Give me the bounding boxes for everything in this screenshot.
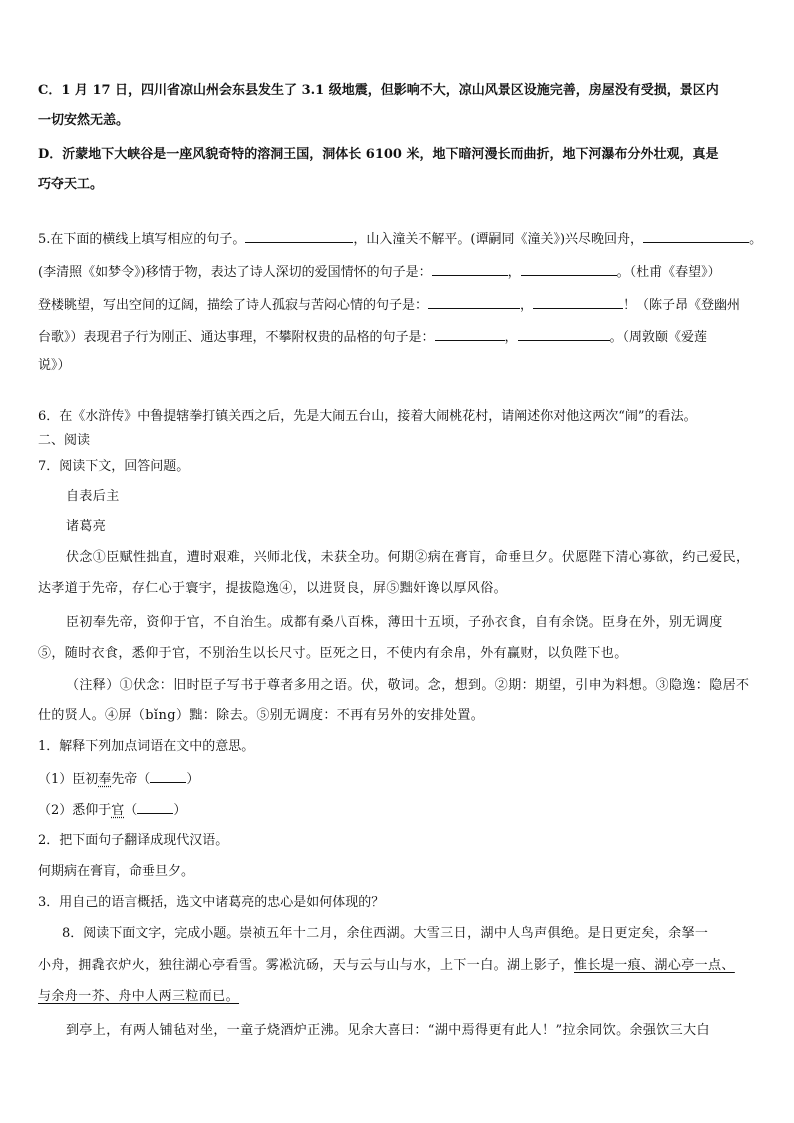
q8-line4: 到亭上，有两人铺毡对坐，一童子烧酒炉正沸。见余大喜曰：“湖中焉得更有此人！”拉余同饮。余强饮三大白: [66, 1023, 710, 1038]
q8-line1: [62, 925, 708, 943]
item-text: ）: [173, 803, 187, 818]
answer-blank[interactable]: [428, 295, 520, 309]
answer-blank[interactable]: [518, 327, 610, 341]
dotted-word: 奉: [98, 772, 112, 787]
item-text: 先帝（: [111, 772, 151, 787]
passage-paragraph2-line2: ⑤，随时衣食，悉仰于官，不别治生以长尺寸。臣死之日，不使内有余帛，外有赢财，以负陛下也。: [38, 646, 628, 661]
answer-blank[interactable]: [643, 229, 749, 243]
item-text: （1）臣初: [38, 772, 99, 787]
item-text: （: [124, 803, 138, 818]
q7-sub1: 1．解释下列加点词语在文中的意思。: [38, 739, 255, 754]
passage-title: 自表后主: [66, 489, 120, 504]
item-text: （2）悉仰于: [38, 803, 112, 818]
q7-sub1-item1: [38, 769, 199, 789]
q5-text: 。（周敦颐《爱莲: [609, 330, 708, 345]
q5-text: ，: [507, 265, 521, 280]
answer-blank[interactable]: [432, 262, 508, 276]
q5-text: (李清照《如梦令》)移情于物，表达了诗人深切的爱国情怀的句子是：: [38, 265, 432, 280]
q5-text: ，: [520, 298, 534, 313]
q5-text: ，: [504, 330, 518, 345]
q6-question: 6．在《水浒传》中鲁提辖拳打镇关西之后，先是大闹五台山，接着大闹桃花村，请阐述你对他这两次“闹”的看法。: [38, 409, 697, 424]
q4-option-c-line1: C．1 月 17 日，四川省凉山州会东县发生了 3.1 级地震，但影响不大，凉山风景区设施完善，房屋没有受损，景区内: [38, 83, 719, 98]
passage-notes-line1: （注释）①伏念：旧时臣子写书于尊者多用之语。伏，敬词。念，想到。②期：期望，引申为料想。③隐逸：隐居不: [66, 678, 750, 693]
passage-notes-line2: 仕的贤人。④屏（bǐng）黜：除去。⑤别无调度：不再有另外的安排处置。: [38, 708, 485, 723]
underlined-sentence: 与余舟一芥、舟中人两三粒而已。: [38, 989, 240, 1004]
dotted-word: 官: [111, 803, 125, 818]
q5-text: 登楼眺望，写出空间的辽阔，描绘了诗人孤寂与苦闷心情的句子是：: [38, 298, 429, 313]
q4-option-d-line2: 巧夺天工。: [38, 177, 104, 192]
answer-blank[interactable]: [245, 229, 353, 243]
q5-line3: [38, 295, 740, 315]
q5-text: 。（杜甫《春望》）: [616, 265, 721, 280]
q5-text: ，山入潼关不解平。(谭嗣同《潼关》)兴尽晚回舟，: [353, 232, 644, 247]
q5-text: ！（陈子昂《登幽州: [623, 298, 741, 313]
q5-text: 5.在下面的横线上填写相应的句子。: [38, 232, 246, 247]
passage-paragraph2-line1: 臣初奉先帝，资仰于官，不自治生。成都有桑八百株，薄田十五顷，子孙衣食，自有余饶。臣身在外，别无调度: [66, 615, 723, 630]
q5-line1: [38, 229, 762, 249]
q5-line5: 说》）: [38, 358, 71, 373]
q8-passage-text: 小舟，拥毳衣炉火，独往湖心亭看雪。雾凇沆砀，天与云与山与水，上下一白。湖上影子，: [38, 958, 575, 973]
passage-author: 诸葛亮: [66, 519, 107, 534]
q5-text: 。: [749, 232, 763, 247]
q7-sub1-item2: [38, 800, 186, 820]
answer-blank[interactable]: [521, 262, 617, 276]
passage-paragraph1-line1: 伏念①臣赋性拙直，遭时艰难，兴师北伐，未获全功。何期②病在膏肓，命垂旦夕。伏愿陛下清心寡欲，约己爱民，: [66, 550, 750, 565]
q8-line3: [38, 988, 239, 1006]
q4-option-c-line2: 一切安然无恙。: [38, 113, 130, 128]
passage-paragraph1-line2: 达孝道于先帝，存仁心于寰宇，提拔隐逸④，以进贤良，屏⑤黜奸谗以厚风俗。: [38, 581, 508, 596]
q5-line2: [38, 262, 721, 282]
q5-text: 台歌》）表现君子行为刚正、通达事理，不攀附权贵的品格的句子是：: [38, 330, 435, 345]
q8-line2: [38, 957, 735, 975]
q8-intro: 8．阅读下面文字，完成小题。: [62, 926, 240, 941]
q7-sub2: 2．把下面句子翻译成现代汉语。: [38, 833, 229, 848]
q4-option-d-line1: D．沂蒙地下大峡谷是一座风貌奇特的溶洞王国，洞体长 6100 米，地下暗河漫长而曲折，地下河瀑布分外壮观，真是: [38, 147, 719, 162]
underlined-sentence: 惟长堤一痕、湖心亭一点、: [574, 958, 735, 973]
answer-blank[interactable]: [435, 327, 505, 341]
q8-passage-text: 崇祯五年十二月，余住西湖。大雪三日，湖中人鸟声俱绝。是日更定矣，余拏一: [239, 926, 709, 941]
q5-line4: [38, 327, 707, 347]
q7-sub2-sentence: 何期病在膏肓，命垂旦夕。: [38, 864, 195, 879]
section-heading-reading: 二、阅读: [38, 433, 91, 448]
answer-blank[interactable]: [137, 800, 173, 814]
answer-blank[interactable]: [533, 295, 623, 309]
q7-intro: 7．阅读下文，回答问题。: [38, 459, 190, 474]
q7-sub3: 3．用自己的语言概括，选文中诸葛亮的忠心是如何体现的？: [38, 895, 385, 910]
item-text: ）: [186, 772, 200, 787]
answer-blank[interactable]: [150, 769, 186, 783]
